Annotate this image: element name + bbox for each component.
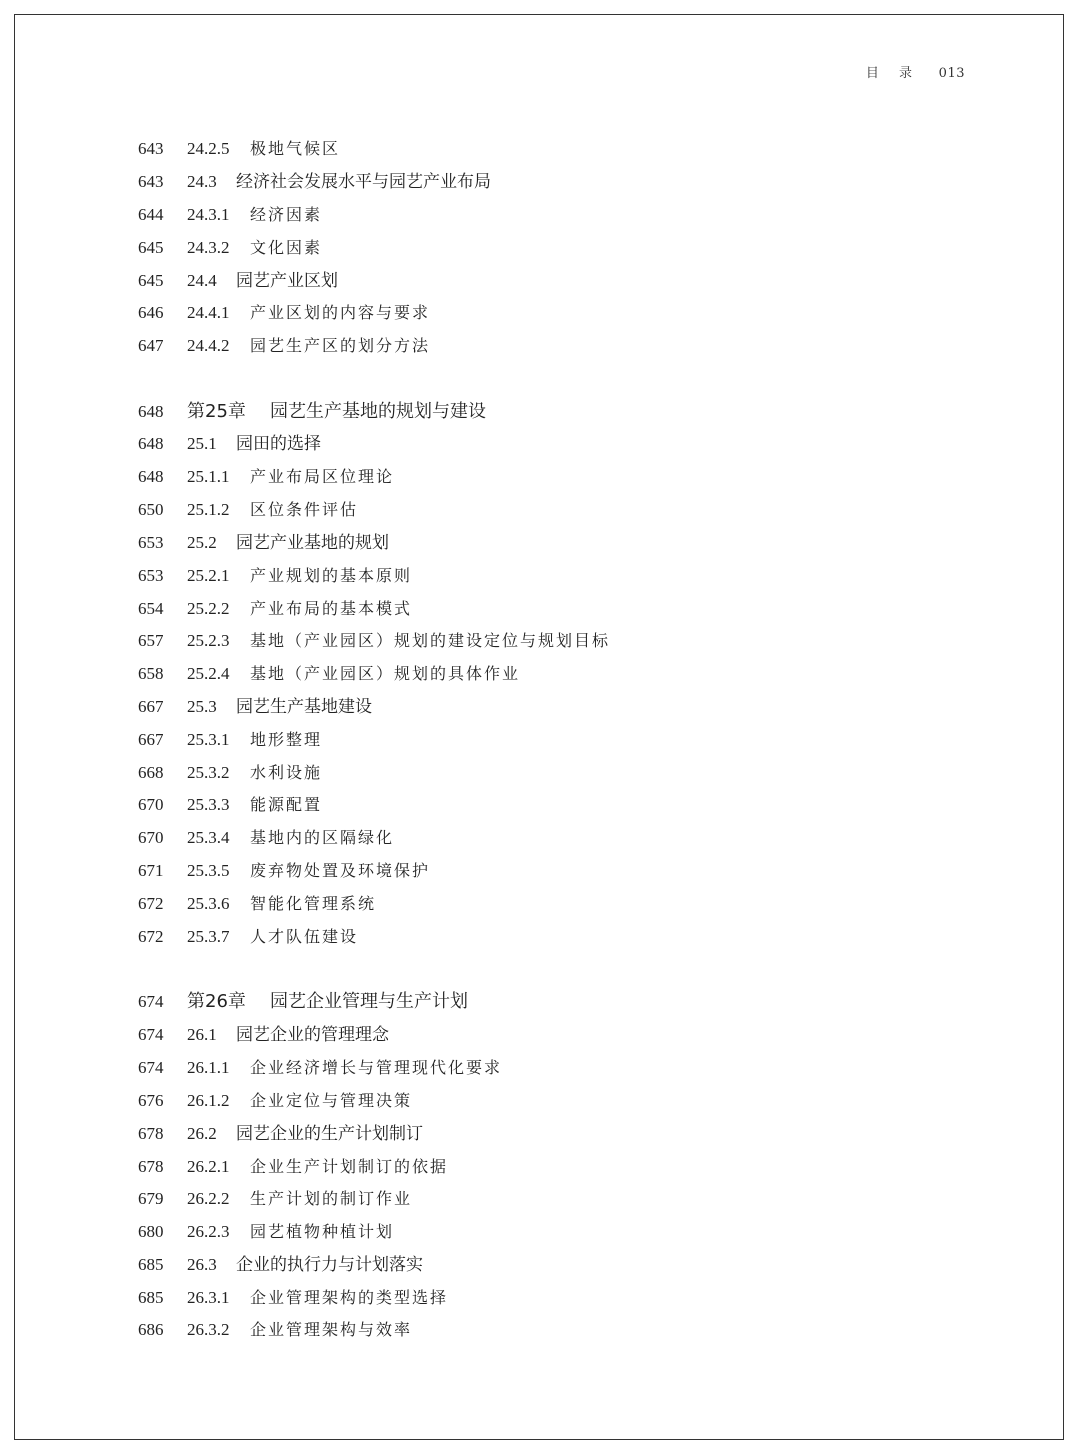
- toc-section-number: 25.1.2: [187, 500, 230, 519]
- toc-page-number: 678: [138, 1157, 164, 1176]
- toc-entry-title: 基地内的区隔绿化: [250, 828, 395, 847]
- toc-section-number: 24.2.5: [187, 139, 230, 158]
- toc-section-number: 26.3.2: [187, 1320, 230, 1339]
- toc-page-number: 671: [138, 861, 164, 880]
- toc-entry-title: 能源配置: [250, 795, 323, 814]
- toc-chapter-number: 第26章: [187, 991, 246, 1012]
- toc-section-number: 25.2.2: [187, 599, 230, 618]
- toc-page-number: 644: [138, 205, 164, 224]
- toc-entry-title: 人才队伍建设: [250, 927, 359, 946]
- toc-entry-title: 文化因素: [250, 238, 323, 257]
- toc-page-number: 674: [138, 1025, 164, 1044]
- toc-page-number: 668: [138, 763, 164, 782]
- toc-page-number: 674: [138, 992, 164, 1011]
- toc-page-number: 685: [138, 1288, 164, 1307]
- toc-section-number: 24.4.2: [187, 336, 230, 355]
- toc-page-number: 648: [138, 434, 164, 453]
- toc-section-number: 25.3.6: [187, 894, 230, 913]
- toc-entry-title: 企业管理架构与效率: [250, 1320, 413, 1339]
- toc-page-number: 647: [138, 336, 164, 355]
- toc-entry-title: 地形整理: [250, 730, 323, 749]
- toc-entry-title: 水利设施: [250, 763, 323, 782]
- toc-page-number: 679: [138, 1189, 164, 1208]
- toc-entry-title: 园艺产业基地的规划: [236, 533, 389, 553]
- toc-section-number: 26.2.3: [187, 1222, 230, 1241]
- toc-section-number: 24.3.1: [187, 205, 230, 224]
- toc-section-number: 25.3.7: [187, 927, 230, 946]
- toc-section-number: 25.2: [187, 533, 217, 552]
- toc-section-number: 25.3: [187, 697, 217, 716]
- toc-entry-title: 园艺植物种植计划: [250, 1222, 395, 1241]
- toc-chapter-number: 第25章: [187, 401, 246, 422]
- toc-page-number: 650: [138, 500, 164, 519]
- toc-page-number: 653: [138, 566, 164, 585]
- toc-page-number: 648: [138, 467, 164, 486]
- toc-section-number: 25.2.1: [187, 566, 230, 585]
- toc-section-number: 26.2.1: [187, 1157, 230, 1176]
- toc-section-number: 25.3.3: [187, 795, 230, 814]
- running-head: [866, 62, 965, 81]
- toc-page-number: 646: [138, 303, 164, 322]
- toc-page-number: 667: [138, 697, 164, 716]
- toc-section-number: 26.2: [187, 1124, 217, 1143]
- running-head-page-number: 013: [938, 66, 965, 81]
- toc-entry-title: 园艺企业管理与生产计划: [270, 991, 468, 1012]
- toc-page-number: 643: [138, 172, 164, 191]
- toc-page-number: 670: [138, 828, 164, 847]
- toc-section-number: 26.1.1: [187, 1058, 230, 1077]
- toc-section-number: 25.1.1: [187, 467, 230, 486]
- toc-entry-title: 产业布局的基本模式: [250, 599, 413, 618]
- toc-entry-title: 企业生产计划制订的依据: [250, 1157, 449, 1176]
- toc-section-number: 24.4.1: [187, 303, 230, 322]
- toc-page-number: 672: [138, 927, 164, 946]
- toc-section-number: 25.2.4: [187, 664, 230, 683]
- toc-section-number: 25.1: [187, 434, 217, 453]
- toc-entry-title: 区位条件评估: [250, 500, 359, 519]
- toc-page-number: 653: [138, 533, 164, 552]
- toc-entry-title: 园艺生产基地建设: [236, 697, 372, 717]
- toc-entry-title: 企业管理架构的类型选择: [250, 1288, 449, 1307]
- toc-page-number: 643: [138, 139, 164, 158]
- toc-entry-title: 园艺生产基地的规划与建设: [270, 401, 486, 422]
- toc-page-number: 670: [138, 795, 164, 814]
- toc-section-number: 25.3.2: [187, 763, 230, 782]
- toc-section-number: 25.3.1: [187, 730, 230, 749]
- toc-section-number: 25.3.5: [187, 861, 230, 880]
- toc-section-number: 26.3.1: [187, 1288, 230, 1307]
- toc-page-number: 667: [138, 730, 164, 749]
- toc-page-number: 686: [138, 1320, 164, 1339]
- toc-section-number: 25.3.4: [187, 828, 230, 847]
- toc-entry-title: 企业经济增长与管理现代化要求: [250, 1058, 503, 1077]
- toc-entry-title: 园田的选择: [236, 434, 321, 454]
- toc-page-number: 648: [138, 402, 164, 421]
- toc-page-number: 645: [138, 271, 164, 290]
- toc-section-number: 26.2.2: [187, 1189, 230, 1208]
- toc-entry-title: 园艺产业区划: [236, 271, 338, 291]
- toc-entry-title: 经济因素: [250, 205, 323, 224]
- toc-entry-title: 企业的执行力与计划落实: [236, 1255, 423, 1275]
- toc-page-number: 657: [138, 631, 164, 650]
- toc-section-number: 26.1: [187, 1025, 217, 1044]
- toc-entry-title: 经济社会发展水平与园艺产业布局: [236, 172, 491, 192]
- toc-entry-title: 产业布局区位理论: [250, 467, 395, 486]
- toc-entry-title: 基地（产业园区）规划的具体作业: [250, 664, 521, 683]
- toc-page-number: 654: [138, 599, 164, 618]
- toc-section-number: 24.4: [187, 271, 217, 290]
- toc-entry-title: 产业区划的内容与要求: [250, 303, 431, 322]
- running-head-title: 目 录: [865, 66, 921, 81]
- toc-entry-title: 园艺生产区的划分方法: [250, 336, 431, 355]
- toc-page-number: 676: [138, 1091, 164, 1110]
- toc-entry-title: 基地（产业园区）规划的建设定位与规划目标: [250, 631, 611, 650]
- toc-entry-title: 产业规划的基本原则: [250, 566, 413, 585]
- toc-page-number: 674: [138, 1058, 164, 1077]
- toc-entry-title: 废弃物处置及环境保护: [250, 861, 431, 880]
- toc-entry-title: 园艺企业的管理理念: [236, 1025, 389, 1045]
- toc-page-number: 672: [138, 894, 164, 913]
- toc-entry-title: 智能化管理系统: [250, 894, 377, 913]
- toc-entry-title: 园艺企业的生产计划制订: [236, 1124, 423, 1144]
- toc-page-number: 658: [138, 664, 164, 683]
- toc-page-number: 680: [138, 1222, 164, 1241]
- toc-entry-title: 企业定位与管理决策: [250, 1091, 413, 1110]
- toc-page-number: 645: [138, 238, 164, 257]
- toc-section-number: 26.1.2: [187, 1091, 230, 1110]
- toc-entry-title: 生产计划的制订作业: [250, 1189, 413, 1208]
- toc-section-number: 25.2.3: [187, 631, 230, 650]
- toc-section-number: 24.3: [187, 172, 217, 191]
- toc-section-number: 26.3: [187, 1255, 217, 1274]
- toc-page-number: 678: [138, 1124, 164, 1143]
- toc-entry-title: 极地气候区: [250, 139, 341, 158]
- toc-page-number: 685: [138, 1255, 164, 1274]
- toc-section-number: 24.3.2: [187, 238, 230, 257]
